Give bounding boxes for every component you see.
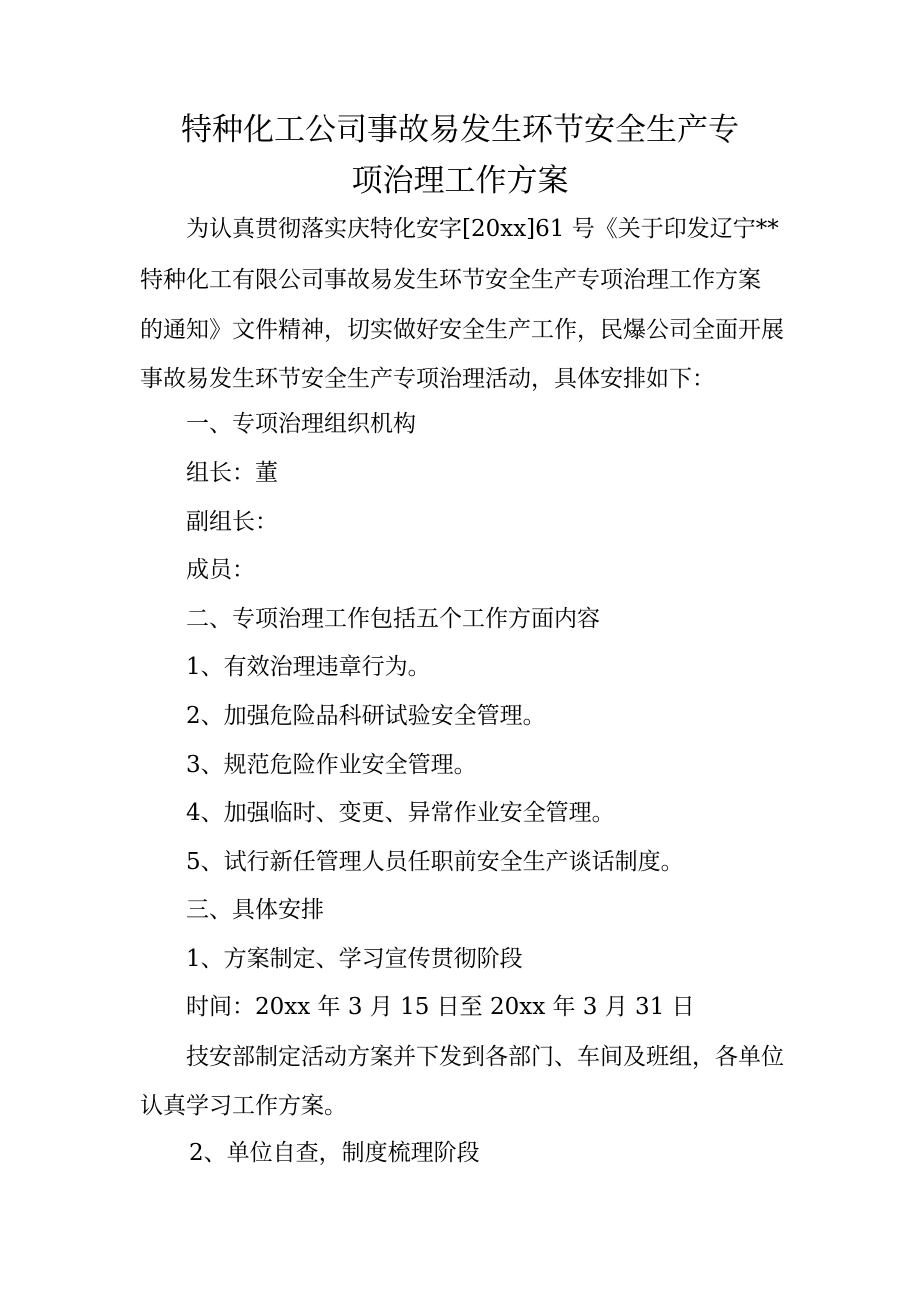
intro-paragraph-line-4: 事故易发生环节安全生产专项治理活动，具体安排如下： (140, 366, 715, 392)
intro-paragraph-line-2: 特种化工有限公司事故易发生环节安全生产专项治理工作方案 (140, 267, 761, 293)
phase-2-heading: 2、单位自查，制度梳理阶段 (189, 1140, 480, 1166)
document-title-line-2: 项治理工作方案 (351, 163, 569, 199)
list-item: 1、有效治理违章行为。 (186, 654, 431, 680)
section-1-heading: 一、专项治理组织机构 (186, 411, 416, 437)
section-3-heading: 三、具体安排 (186, 897, 324, 923)
list-item: 3、规范危险作业安全管理。 (186, 752, 477, 778)
intro-paragraph-line-1: 为认真贯彻落实庆特化安字[20xx]61 号《关于印发辽宁** (186, 216, 779, 242)
phase-1-time: 时间：20xx 年 3 月 15 日至 20xx 年 3 月 31 日 (186, 994, 695, 1020)
members-line: 成员： (186, 557, 255, 583)
document-title-line-1: 特种化工公司事故易发生环节安全生产专 (181, 112, 739, 148)
deputy-leader-line: 副组长： (186, 509, 278, 535)
list-item: 2、加强危险品科研试验安全管理。 (186, 703, 546, 729)
phase-1-heading: 1、方案制定、学习宣传贯彻阶段 (186, 946, 523, 972)
phase-1-description-line-1: 技安部制定活动方案并下发到各部门、车间及班组，各单位 (186, 1044, 784, 1070)
list-item: 5、试行新任管理人员任职前安全生产谈话制度。 (186, 849, 684, 875)
phase-1-description-line-2: 认真学习工作方案。 (140, 1093, 347, 1119)
intro-paragraph-line-3: 的通知》文件精神，切实做好安全生产工作，民爆公司全面开展 (140, 317, 784, 343)
section-2-heading: 二、专项治理工作包括五个工作方面内容 (186, 606, 600, 632)
group-leader-line: 组长：董 (186, 460, 278, 486)
list-item: 4、加强临时、变更、异常作业安全管理。 (186, 800, 615, 826)
